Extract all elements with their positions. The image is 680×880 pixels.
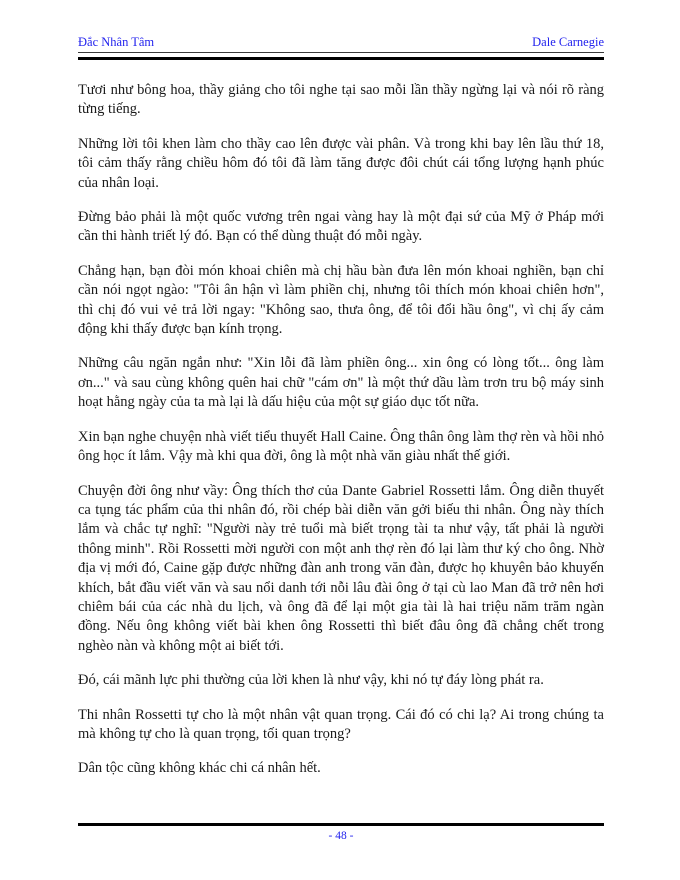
paragraph: Đừng bảo phải là một quốc vương trên ngai vàng hay là một đại sứ của Mỹ ở Pháp mới cần thi hành triết lý đó. Bạn có thể dùng thuật đó mỗi ngày.	[78, 209, 604, 245]
paragraph: Xin bạn nghe chuyện nhà viết tiểu thuyết Hall Caine. Ông thân ông làm thợ rèn và hồi nhỏ ông học ít lắm. Vậy mà khi qua đời, ông là một nhà văn giàu nhất thế giới.	[78, 428, 604, 465]
page-header	[78, 0, 604, 60]
paragraph: Tươi như bông hoa, thầy giảng cho tôi nghe tại sao mỗi lần thầy ngừng lại và nói rõ ràng từng tiếng.	[78, 82, 604, 118]
footer-rule	[78, 823, 604, 826]
header-rule	[78, 57, 604, 60]
paragraph: Đó, cái mãnh lực phi thường của lời khen là như vậy, khi nó tự đáy lòng phát ra.	[78, 672, 544, 689]
body-paragraphs	[78, 81, 604, 779]
header-author-name: Dale Carnegie	[532, 35, 604, 49]
paragraph: Dân tộc cũng không khác chi cá nhân hết.	[78, 760, 321, 777]
page-footer	[78, 823, 604, 842]
header-row	[78, 36, 604, 53]
page-number: - 48 -	[328, 830, 354, 842]
paragraph: Thi nhân Rossetti tự cho là một nhân vật quan trọng. Cái đó có chi lạ? Ai trong chúng ta mà không tự cho là quan trọng, tối quan trọng?	[78, 706, 604, 742]
header-book-title: Đắc Nhân Tâm	[78, 35, 155, 49]
paragraph: Chẳng hạn, bạn đòi món khoai chiên mà chị hầu bàn đưa lên món khoai nghiền, bạn chỉ cần nói ngọt ngào: "Tôi ân hận vì làm phiền chị, nhưng tôi thích món khoai chiên hơn", thì chị đó vui vẻ trả lời ngay: "Không sao, thưa ông, để tôi đổi hầu ông", vì chị ấy cảm động khi thấy được bạn kính trọng.	[78, 262, 604, 338]
paragraph: Chuyện đời ông như vầy: Ông thích thơ của Dante Gabriel Rossetti lắm. Ông diễn thuyết ca tụng tác phẩm của thi nhân đó, rồi chép bài diễn văn gởi biếu thi nhân. Ông này thích lắm và chắc tự nghĩ: "Người này trẻ tuổi mà biết trọng tài ta như vậy, tất phải là người thông minh". Rồi Rossetti mời người con một anh thợ rèn đó lại làm thư ký cho ông. Nhờ địa vị mới đó, Caine gặp được những đàn anh trong văn đàn, được họ khuyên bảo khuyến khích, bắt đầu viết văn và sau nổi danh tới nỗi lâu đài ông ở tại cù lao Man đã trở nên hơi chiêm bái của các nhà du lịch, và ông đã để lại một gia tài là hai triệu năm trăm ngàn đồng. Nếu ông không viết bài khen ông Rossetti thì biết đâu ông đã chẳng chết trong nghèo nàn và không một ai biết tới.	[78, 482, 604, 654]
paragraph: Những câu ngăn ngắn như: "Xin lỗi đã làm phiền ông... xin ông có lòng tốt... ông làm ơn..." và sau cùng không quên hai chữ "cám ơn" là một thứ dầu làm trơn tru bộ máy sinh hoạt hằng ngày của ta mà lại là dấu hiệu của một sự giáo dục tốt nữa.	[78, 355, 604, 411]
paragraph: Những lời tôi khen làm cho thầy cao lên được vài phân. Và trong khi bay lên lầu thứ 18, tôi cảm thấy rằng chiều hôm đó tôi đã làm tăng được đôi chút cái tổng lượng hạnh phúc của nhân loại.	[78, 135, 604, 191]
